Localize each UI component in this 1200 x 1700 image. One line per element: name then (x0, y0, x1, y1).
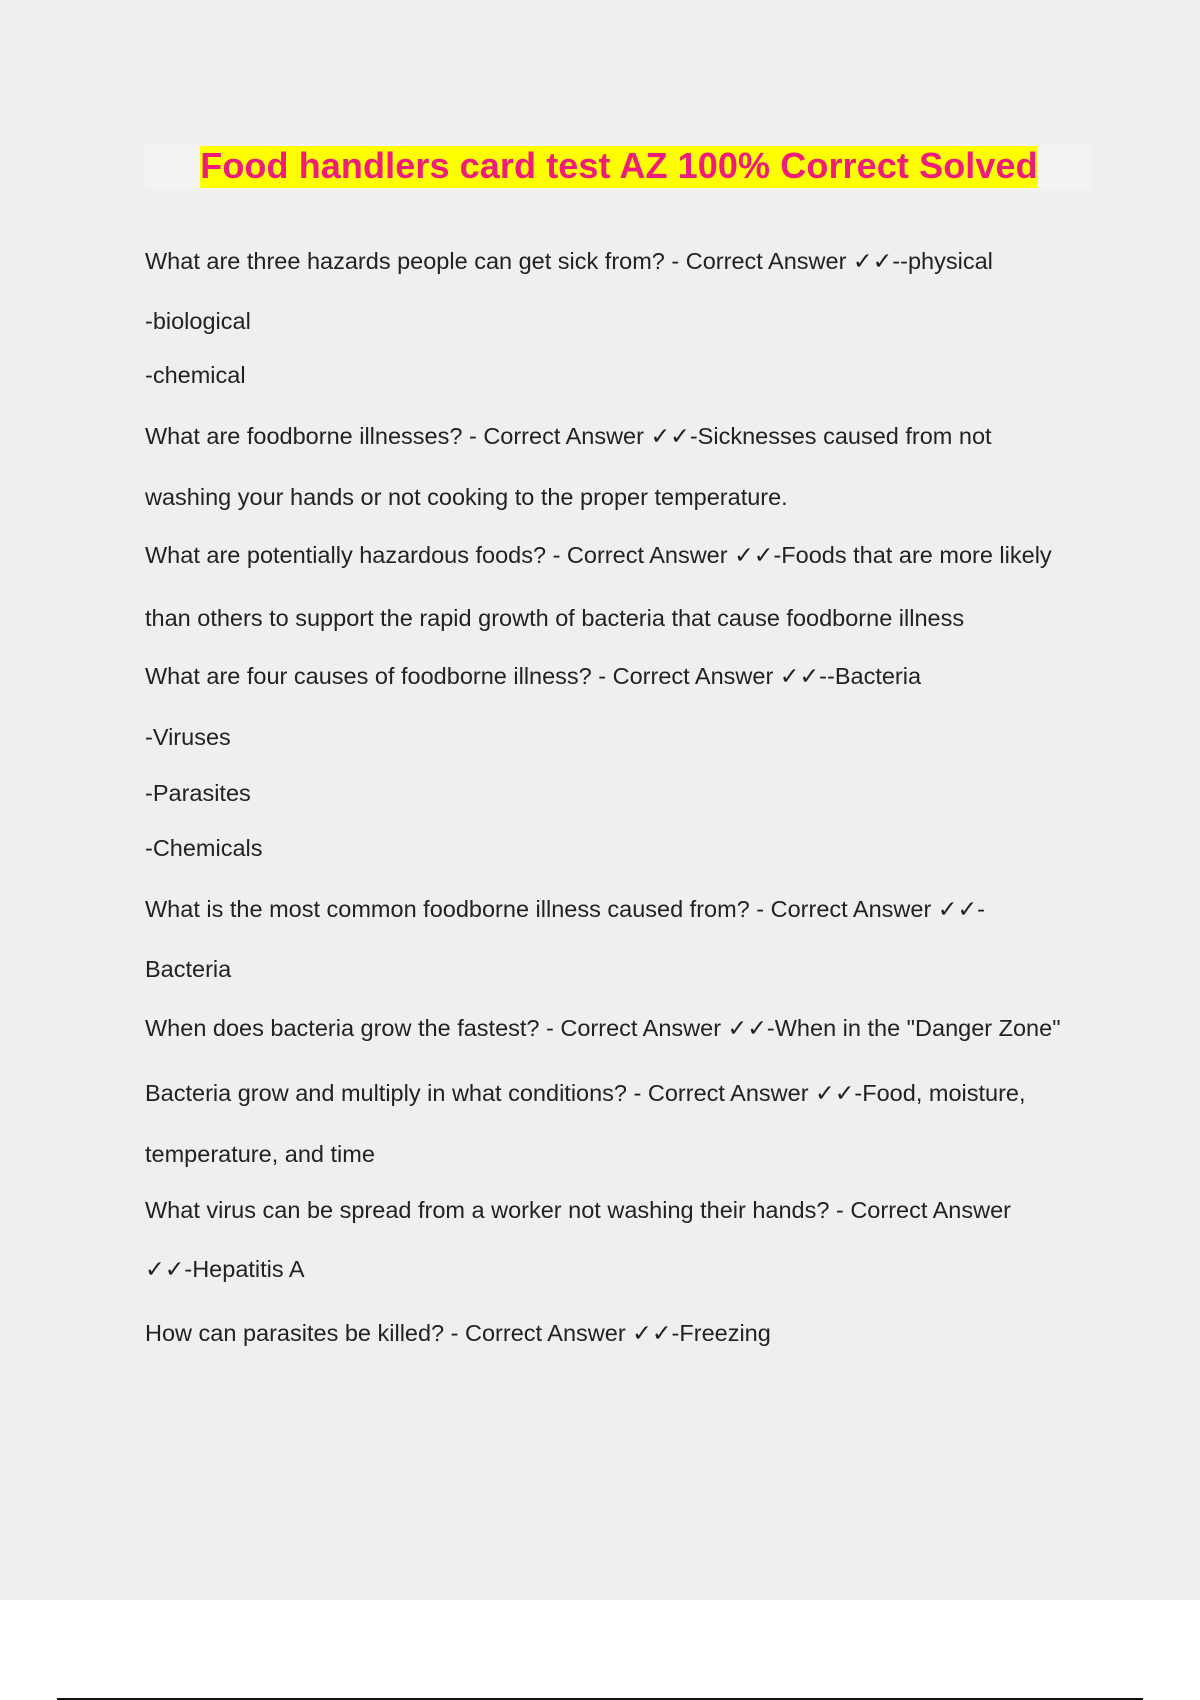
qa-line: -Chemicals (145, 835, 263, 861)
qa-line: ✓✓-Hepatitis A (145, 1256, 305, 1282)
title-band (145, 144, 1093, 190)
qa-line: What are potentially hazardous foods? - Correct Answer ✓✓-Foods that are more likely (145, 542, 1052, 568)
qa-line: Bacteria (145, 956, 232, 982)
qa-line: When does bacteria grow the fastest? - Correct Answer ✓✓-When in the "Danger Zone" (145, 1015, 1061, 1041)
qa-line: than others to support the rapid growth of bacteria that cause foodborne illness (145, 605, 965, 631)
qa-line: washing your hands or not cooking to the proper temperature. (145, 484, 788, 510)
qa-line: -chemical (145, 362, 246, 388)
qa-line: temperature, and time (145, 1141, 375, 1167)
qa-line: What are foodborne illnesses? - Correct Answer ✓✓-Sicknesses caused from not (145, 423, 992, 449)
qa-line: Bacteria grow and multiply in what conditions? - Correct Answer ✓✓-Food, moisture, (145, 1080, 1026, 1106)
qa-line: -Parasites (145, 780, 251, 806)
qa-line: -biological (145, 308, 251, 334)
qa-line: -Viruses (145, 724, 231, 750)
qa-line: What are three hazards people can get sick from? - Correct Answer ✓✓--physical (145, 248, 993, 274)
qa-line: What virus can be spread from a worker not washing their hands? - Correct Answer (145, 1197, 1011, 1223)
qa-line: What is the most common foodborne illness caused from? - Correct Answer ✓✓- (145, 896, 985, 922)
document-title: Food handlers card test AZ 100% Correct Solved (200, 145, 1038, 186)
qa-line: How can parasites be killed? - Correct Answer ✓✓-Freezing (145, 1320, 771, 1346)
qa-line: What are four causes of foodborne illness? - Correct Answer ✓✓--Bacteria (145, 663, 922, 689)
